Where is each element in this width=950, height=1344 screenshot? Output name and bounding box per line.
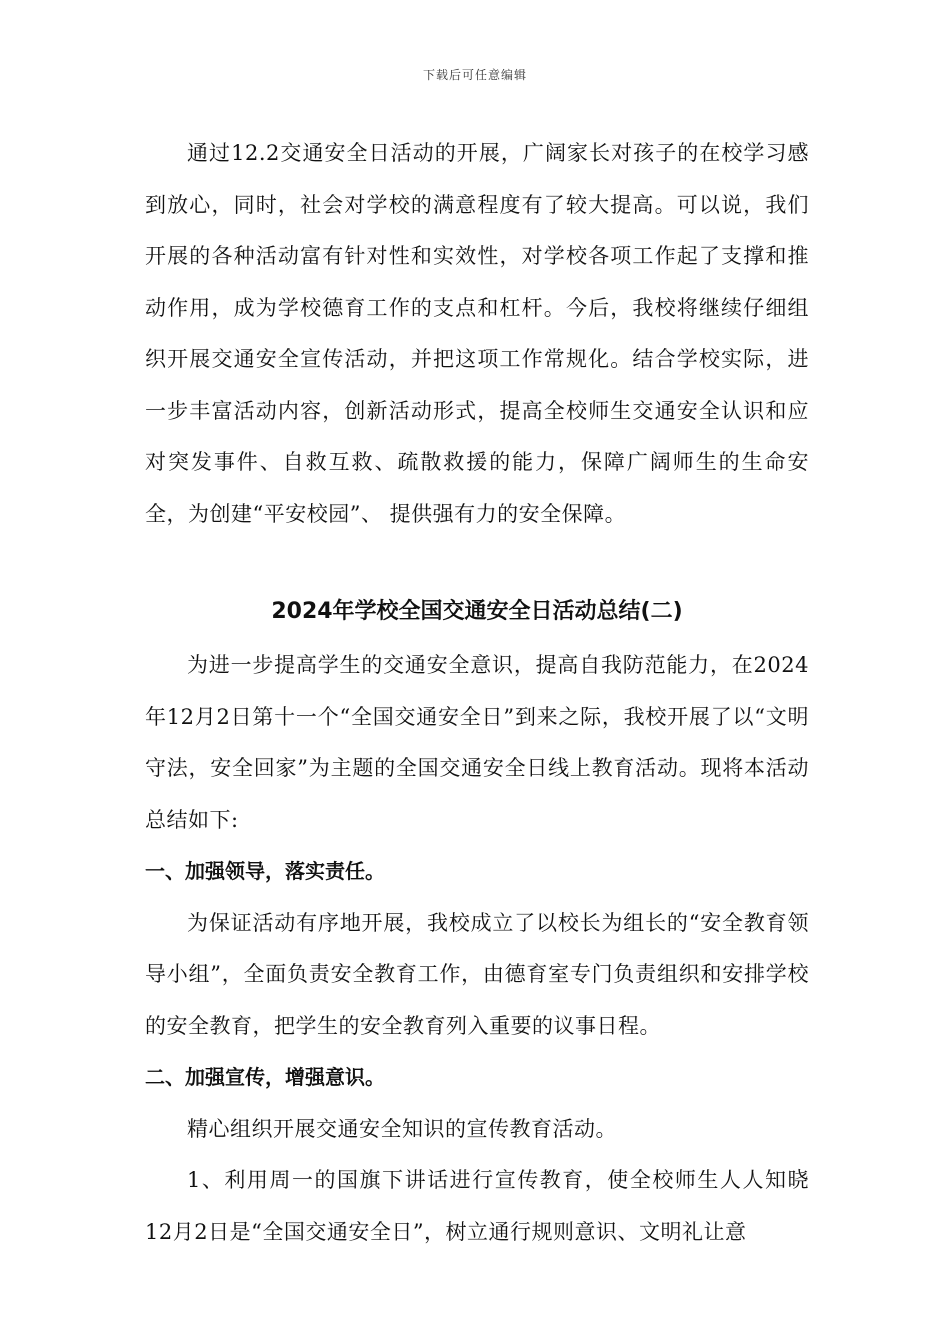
page-header-note: 下载后可任意编辑 bbox=[422, 68, 527, 82]
document-body bbox=[145, 128, 809, 1258]
intro-paragraph: 为进一步提高学生的交通安全意识，提高自我防范能力，在2024年12月2日第十一个“全国交通安全日”到来之际，我校开展了以“文明守法，安全回家”为主题的全国交通安全日线上教育活动。现将本活动总结如下: bbox=[145, 653, 809, 832]
leadership-paragraph: 为保证活动有序地开展，我校成立了以校长为组长的“安全教育领导小组”，全面负责安全教育工作，由德育室专门负责组织和安排学校的安全教育，把学生的安全教育列入重要的议事日程。 bbox=[145, 910, 809, 1038]
closing-paragraph: 通过12.2交通安全日活动的开展，广阔家长对孩子的在校学习感到放心，同时，社会对学校的满意程度有了较大提高。可以说，我们开展的各种活动富有针对性和实效性，对学校各项工作起了支撑和推动作用，成为学校德育工作的支点和杠杆。今后，我校将继续仔细组织开展交通安全宣传活动，并把这项工作常规化。结合学校实际，进一步丰富活动内容，创新活动形式，提高全校师生交通安全认识和应对突发事件、自救互救、疏散救援的能力，保障广阔师生的生命安全，为创建“平安校园”、 提供强有力的安全保障。 bbox=[145, 141, 809, 526]
publicity-paragraph: 精心组织开展交通安全知识的宣传教育活动。 bbox=[187, 1116, 617, 1141]
document-title: 2024年学校全国交通安全日活动总结(二) bbox=[271, 599, 683, 624]
section-heading-leadership: 一、加强领导，落实责任。 bbox=[145, 859, 385, 883]
publicity-item-1: 1、利用周一的国旗下讲话进行宣传教育，使全校师生人人知晓12月2日是“全国交通安全日”，树立通行规则意识、文明礼让意 bbox=[145, 1168, 809, 1244]
section-heading-publicity: 二、加强宣传，增强意识。 bbox=[145, 1065, 385, 1089]
